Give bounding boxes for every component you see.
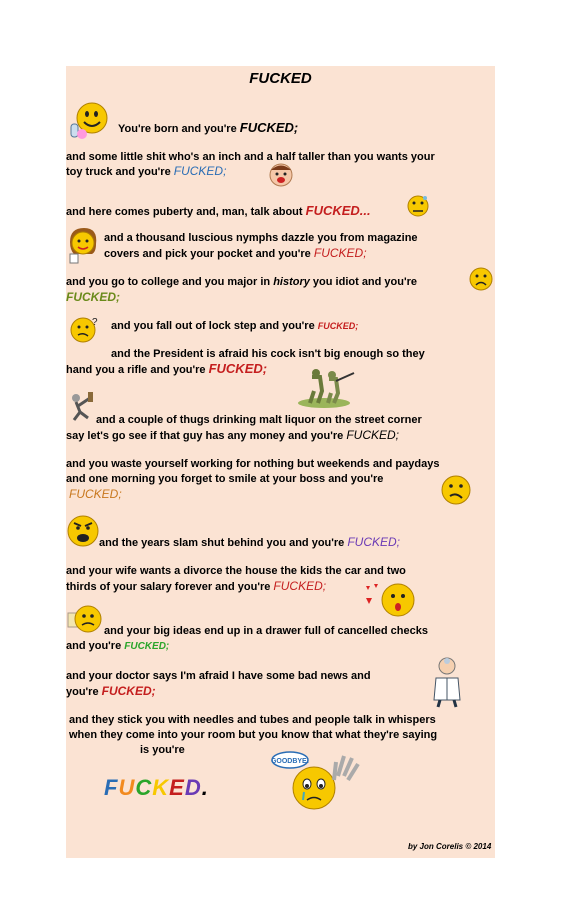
smirk-smiley-icon (440, 474, 472, 506)
stanza-10: and the years slam shut behind you and you're FUCKED; (99, 535, 401, 549)
finale-word: FUCKED. (104, 775, 209, 800)
kiss-smiley-icon (360, 578, 418, 618)
stanza-11-line-1: and your wife wants a divorce the house the kids the car and two (66, 565, 406, 577)
stanza-9-line-2: and one morning you forget to smile at your boss and you're (66, 473, 384, 485)
stanza-7-line-1: and the President is afraid his cock isn't big enough so they (111, 348, 425, 360)
stressed-smiley-icon (66, 603, 104, 635)
stanza-9-line-3: FUCKED; (69, 487, 122, 501)
stanza-5-line-2: FUCKED; (66, 290, 120, 304)
stanza-2-line-1: and some little shit who's an inch and a half taller than you wants your (66, 151, 435, 163)
woman-smiley-icon (66, 226, 102, 266)
stanza-9-line-1: and you waste yourself working for nothing but weekends and paydays (66, 458, 440, 470)
drinking-figure-icon (66, 390, 96, 422)
stanza-14-line-2: when they come into your room but you know that what they're saying (69, 729, 438, 741)
doctor-icon (430, 656, 464, 708)
stanza-5-line-1: and you go to college and you major in history you idiot and you're (66, 276, 417, 288)
frown-smiley-icon (468, 266, 494, 292)
stanza-14-line-3: is you're (140, 744, 185, 756)
crying-baby-icon (267, 161, 295, 189)
stanza-11-line-2: thirds of your salary forever and you're FUCKED; (66, 579, 327, 593)
angry-smiley-icon (66, 514, 100, 548)
author-credit: by Jon Corelis © 2014 (408, 842, 492, 851)
stanza-3: and here comes puberty and, man, talk about FUCKED... (66, 203, 371, 218)
stanza-8-line-2: say let's go see if that guy has any money and you're FUCKED; (66, 428, 399, 442)
stanza-1: You're born and you're FUCKED; (118, 120, 299, 135)
goodbye-smiley-icon (270, 750, 362, 812)
stanza-13-line-2: you're FUCKED; (66, 684, 156, 698)
stanza-7-line-2: hand you a rifle and you're FUCKED; (66, 361, 268, 376)
stanza-2-line-2: toy truck and you're FUCKED; (66, 164, 227, 178)
soldiers-icon (296, 365, 356, 409)
svg-text:?: ? (92, 317, 98, 328)
stanza-4-line-2: covers and pick your pocket and you're FUCKED; (104, 246, 367, 260)
stanza-13-line-1: and your doctor says I'm afraid I have some bad news and (66, 670, 371, 682)
stanza-12-line-2: and you're FUCKED; (66, 640, 170, 652)
stanza-8-line-1: and a couple of thugs drinking malt liquor on the street corner (96, 414, 422, 426)
stanza-4-line-1: and a thousand luscious nymphs dazzle you from magazine (104, 232, 418, 244)
stanza-14-line-1: and they stick you with needles and tubes and people talk in whispers (69, 714, 436, 726)
stanza-6: and you fall out of lock step and you're FUCKED; (111, 320, 359, 332)
baby-smiley-icon (68, 100, 110, 142)
stanza-12-line-1: and your big ideas end up in a drawer full of cancelled checks (104, 625, 428, 637)
goodbye-sign-text: GOODBYE! (270, 758, 310, 765)
worried-smiley-icon (405, 193, 431, 219)
confused-smiley-icon (67, 315, 101, 345)
poem-title: FUCKED (249, 70, 312, 87)
